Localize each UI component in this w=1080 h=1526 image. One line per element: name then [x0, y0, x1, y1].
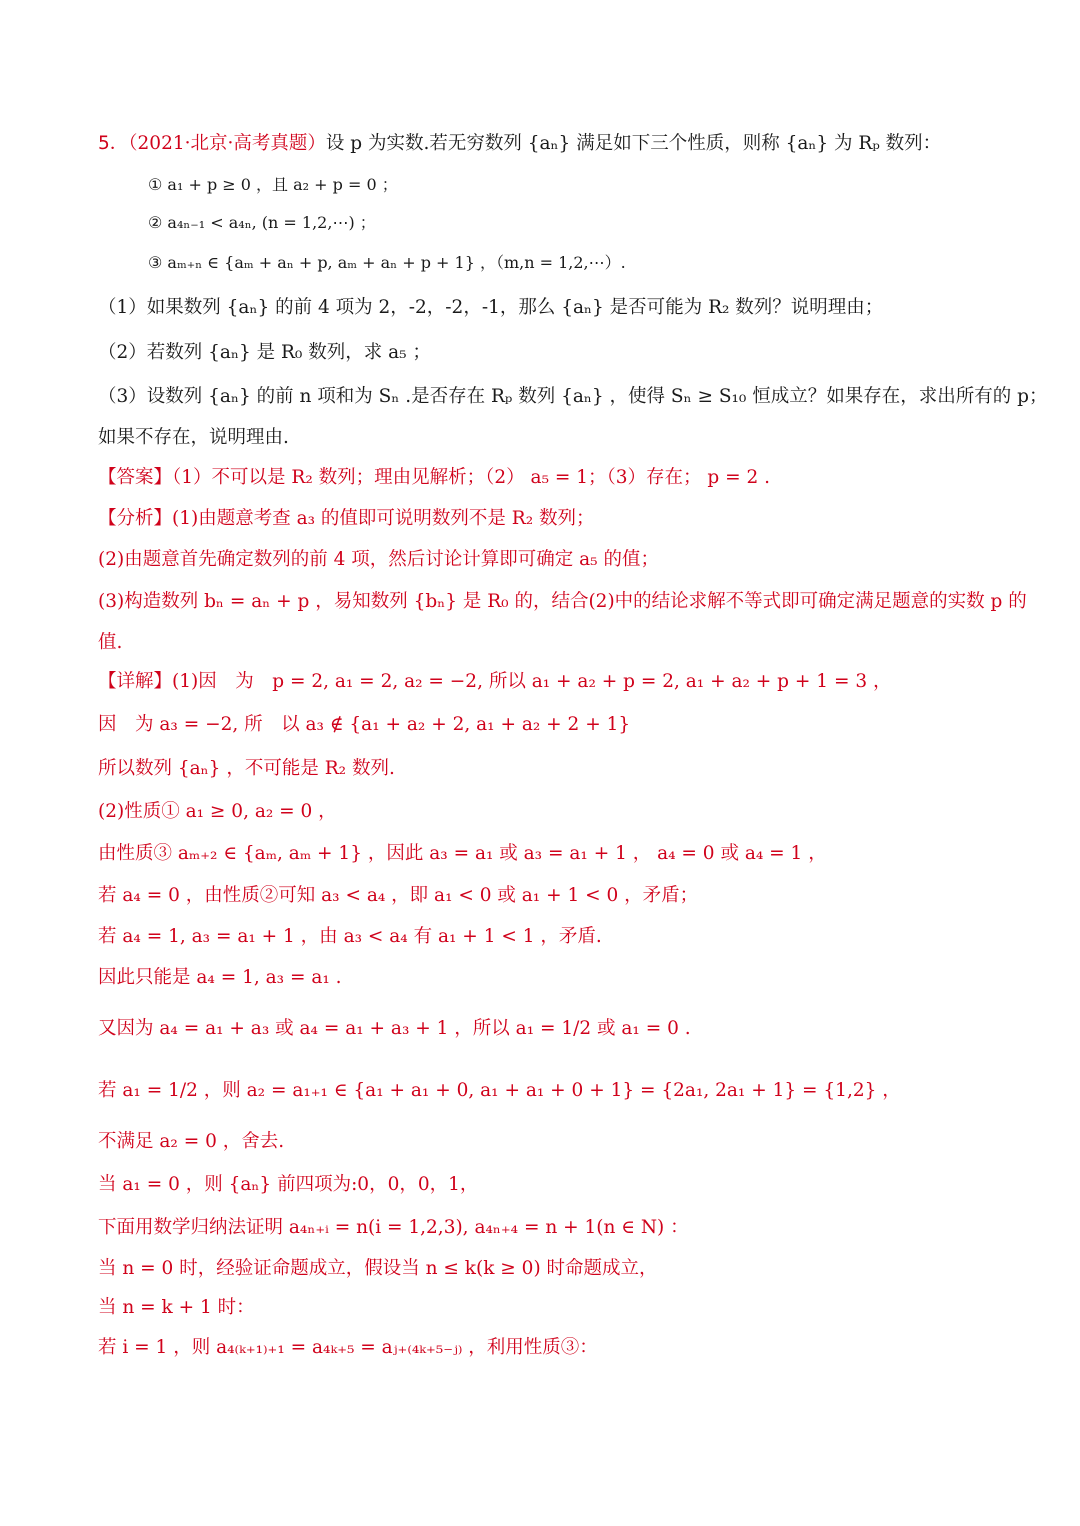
detail-line-1: 【详解】(1)因 为 p = 2, a₁ = 2, a₂ = −2, 所以 a₁ + a₂ + p = 2, a₁ + a₂ + p + 1 = 3 ， — [98, 671, 892, 692]
condition-3: ③ aₘ₊ₙ ∈ {aₘ + aₙ + p, aₘ + aₙ + p + 1} ，（m,n = 1,2,⋯）. — [148, 253, 626, 272]
analysis-line-2: (2)由题意首先确定数列的前 4 项，然后讨论计算即可确定 a₅ 的值； — [98, 549, 659, 570]
detail-line-11: 不满足 a₂ = 0 ，舍去. — [98, 1131, 285, 1152]
answer-text: （1）不可以是 R₂ 数列；理由见解析；（2） a₅ = 1；（3）存在； p = 2 . — [172, 467, 771, 488]
question-2: （2）若数列 {aₙ} 是 R₀ 数列，求 a₅ ； — [98, 342, 431, 363]
analysis-line-3: (3)构造数列 bₙ = aₙ + p ，易知数列 {bₙ} 是 R₀ 的，结合(2)中的结论求解不等式即可确定满足题意的实数 p 的 — [98, 591, 1027, 612]
condition-1: ① a₁ + p ≥ 0 ，且 a₂ + p = 0 ； — [148, 175, 398, 194]
answer-tag: 【答案】 — [98, 467, 173, 488]
detail-line-15: 当 n = k + 1 时： — [98, 1297, 255, 1318]
detail-line-7: 若 a₄ = 1, a₃ = a₁ + 1 ，由 a₃ < a₄ 有 a₁ + 1 < 1 ，矛盾. — [98, 926, 602, 947]
answer-line — [98, 465, 1020, 491]
problem-stem: 设 p 为实数.若无穷数列 {aₙ} 满足如下三个性质，则称 {aₙ} 为 Rₚ 数列： — [325, 133, 942, 154]
detail-line-16: 若 i = 1 ，则 a₄₍ₖ₊₁₎₊₁ = a₄ₖ₊₅ = aⱼ₊₍₄ₖ₊₅₋ⱼ₎ ，利用性质③： — [98, 1337, 598, 1358]
detail-line-3: 所以数列 {aₙ} ，不可能是 R₂ 数列. — [98, 758, 395, 779]
detail-line-9: 又因为 a₄ = a₁ + a₃ 或 a₄ = a₁ + a₃ + 1 ，所以 a₁ = 1/2 或 a₁ = 0 . — [98, 1018, 691, 1039]
question-3-cont: 如果不存在，说明理由. — [98, 427, 289, 448]
question-1: （1）如果数列 {aₙ} 的前 4 项为 2，-2，-2，-1，那么 {aₙ} 是否可能为 R₂ 数列？说明理由； — [98, 297, 884, 318]
detail-line-10: 若 a₁ = 1/2 ，则 a₂ = a₁₊₁ ∈ {a₁ + a₁ + 0, a₁ + a₁ + 0 + 1} = {2a₁, 2a₁ + 1} = {1,2} ， — [98, 1080, 901, 1101]
detail-line-13: 下面用数学归纳法证明 a₄ₙ₊ᵢ = n(i = 1,2,3), a₄ₙ₊₄ = n + 1(n ∈ N) ： — [98, 1217, 689, 1238]
detail-line-5: 由性质③ aₘ₊₂ ∈ {aₘ, aₘ + 1} ，因此 a₃ = a₁ 或 a₃ = a₁ + 1 ， a₄ = 0 或 a₄ = 1 ， — [98, 843, 827, 864]
detail-line-8: 因此只能是 a₄ = 1, a₃ = a₁ . — [98, 967, 342, 988]
detail-line-12: 当 a₁ = 0 ，则 {aₙ} 前四项为:0，0，0，1， — [98, 1174, 479, 1195]
problem-line — [98, 131, 1020, 157]
detail-tag: 【详解】 — [98, 671, 173, 692]
detail-line-14: 当 n = 0 时，经验证命题成立，假设当 n ≤ k(k ≥ 0) 时命题成立， — [98, 1258, 658, 1279]
condition-2: ② a₄ₙ₋₁ < a₄ₙ, (n = 1,2,⋯) ； — [148, 213, 376, 232]
problem-number: 5． — [98, 133, 129, 154]
detail-line-4: (2)性质① a₁ ≥ 0, a₂ = 0 ， — [98, 801, 337, 822]
question-3: （3）设数列 {aₙ} 的前 n 项和为 Sₙ .是否存在 Rₚ 数列 {aₙ} ，使得 Sₙ ≥ S₁₀ 恒成立？如果存在，求出所有的 p； — [98, 386, 1048, 407]
analysis-line-4: 值. — [98, 632, 123, 653]
analysis-line-1: 【分析】(1)由题意考查 a₃ 的值即可说明数列不是 R₂ 数列； — [98, 508, 595, 529]
problem-source: （2021·北京·高考真题） — [128, 133, 326, 154]
analysis-tag: 【分析】 — [98, 508, 173, 529]
detail-line-2: 因 为 a₃ = −2, 所 以 a₃ ∉ {a₁ + a₂ + 2, a₁ + a₂ + 2 + 1} — [98, 714, 631, 735]
detail-line-6: 若 a₄ = 0 ，由性质②可知 a₃ < a₄ ，即 a₁ < 0 或 a₁ + 1 < 0 ，矛盾； — [98, 885, 699, 906]
